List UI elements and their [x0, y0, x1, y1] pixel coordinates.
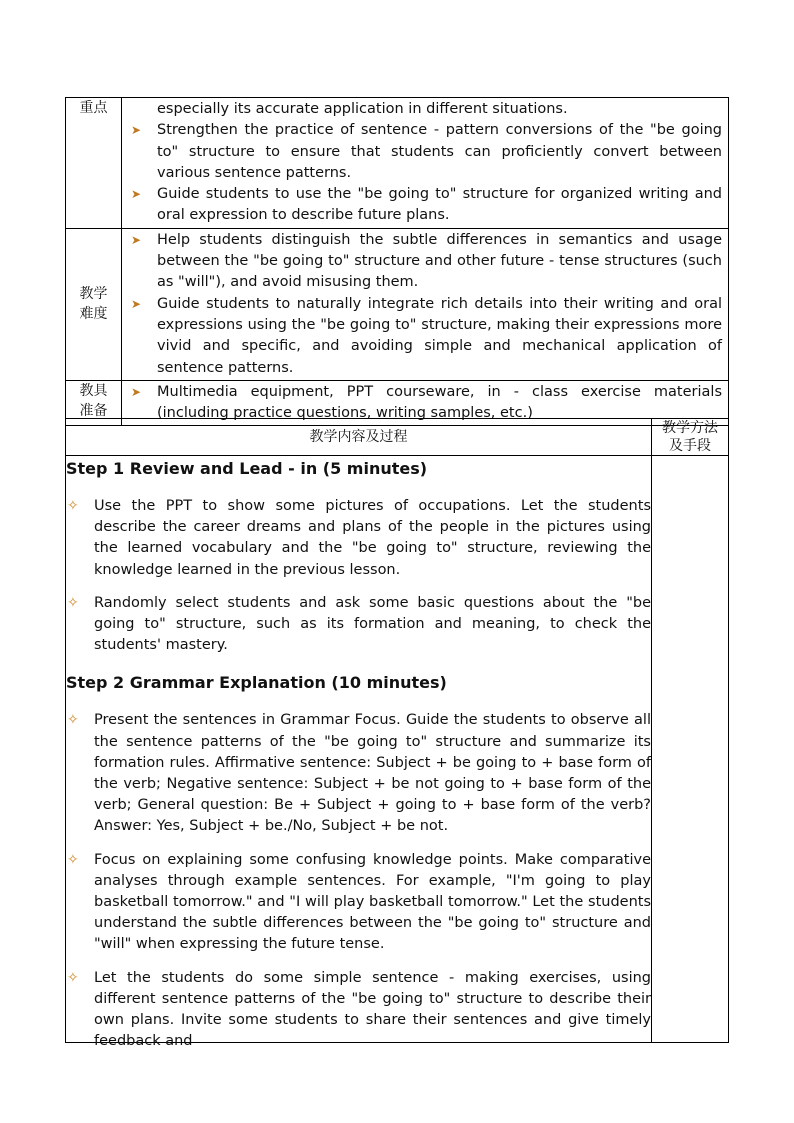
teaching-methods-cell [652, 456, 729, 1043]
process-header-row [66, 419, 729, 456]
bullet-item: ➤ Help students distinguish the subtle differences in semantics and usage between the "be going to" structure and other future - tense structures (such as "will"), and avoid misusing them. [131, 231, 722, 291]
difficulties-row [66, 228, 729, 380]
step-item: ✧ Use the PPT to show some pictures of occupations. Let the students describe the career dreams and plans of the people in the pictures using the learned vocabulary and the "be going to" structure, reviewing the knowledge learned in the previous lesson. [67, 498, 651, 578]
arrow-bullet-icon: ➤ [131, 384, 142, 399]
difficulties-label: 教学 难度 [66, 228, 122, 380]
step-item: ✧ Focus on explaining some confusing knowledge points. Make comparative analyses through example sentences. For example, "I'm going to play basketball tomorrow." and "I will play basketball tomorrow." Let the students understand the subtle differences between the "be going to" structure and "will" when expressing the future tense. [67, 851, 651, 953]
step-item: ✧ Randomly select students and ask some basic questions about the "be going to" structure, such as its formation and meaning, to check the students' mastery. [67, 594, 651, 654]
difficulties-content [122, 228, 729, 380]
diamond-bullet-icon: ✧ [67, 594, 79, 611]
arrow-bullet-icon: ➤ [131, 123, 142, 138]
arrow-bullet-icon: ➤ [131, 187, 142, 202]
step-2-title: Step 2 Grammar Explanation (10 minutes) [66, 673, 447, 693]
teaching-process-table [65, 418, 729, 1050]
arrow-bullet-icon: ➤ [131, 232, 142, 247]
bullet-item: ➤ Strengthen the practice of sentence - pattern conversions of the "be going to" structure to ensure that students can proficiently convert between various sentence patterns. [131, 122, 722, 181]
process-header-main: 教学内容及过程 [66, 419, 652, 456]
diamond-bullet-icon: ✧ [67, 969, 79, 986]
process-content [66, 456, 652, 1050]
key-points-content [122, 98, 729, 229]
process-body-row [66, 456, 729, 1043]
key-points-label: 重点 [66, 98, 122, 229]
diamond-bullet-icon: ✧ [67, 851, 79, 868]
bullet-item: ➤ Multimedia equipment, PPT courseware, in - class exercise materials (including practice questions, writing samples, etc.) [131, 383, 722, 422]
key-points-continuation: especially its accurate application in different situations. [157, 101, 568, 117]
step-1-title: Step 1 Review and Lead - in (5 minutes) [66, 459, 428, 478]
lesson-objectives-table [65, 97, 729, 426]
bullet-item: ➤ Guide students to use the "be going to" structure for organized writing and oral expression to describe future plans. [131, 186, 722, 224]
step-item: ✧ Let the students do some simple sentence - making exercises, using different sentence patterns of the "be going to" structure to describe their own plans. Invite some students to share their sentences and give timely feedback and [67, 969, 651, 1050]
arrow-bullet-icon: ➤ [131, 296, 142, 311]
teaching-aids-label: 教具 准备 [66, 380, 122, 426]
step-item: ✧ Present the sentences in Grammar Focus. Guide the students to observe all the sentence patterns of the "be going to" structure and summarize its formation rules. Affirmative sentence: Subject + be going to + base form of the verb; Negative sentence: Subject + be not going to + base form of the verb; General question: Be + Subject + going to + base form of the verb? Answer: Yes, Subject + be./No, Subject + be not. [67, 712, 651, 835]
key-points-row [66, 98, 729, 229]
diamond-bullet-icon: ✧ [67, 712, 79, 729]
bullet-item: ➤ Guide students to naturally integrate rich details into their writing and oral expressions using the "be going to" structure, making their expressions more vivid and specific, and avoiding simple and mechanical application of sentence patterns. [131, 295, 722, 376]
diamond-bullet-icon: ✧ [67, 498, 79, 514]
process-header-side: 教学方法 及手段 [652, 419, 729, 456]
